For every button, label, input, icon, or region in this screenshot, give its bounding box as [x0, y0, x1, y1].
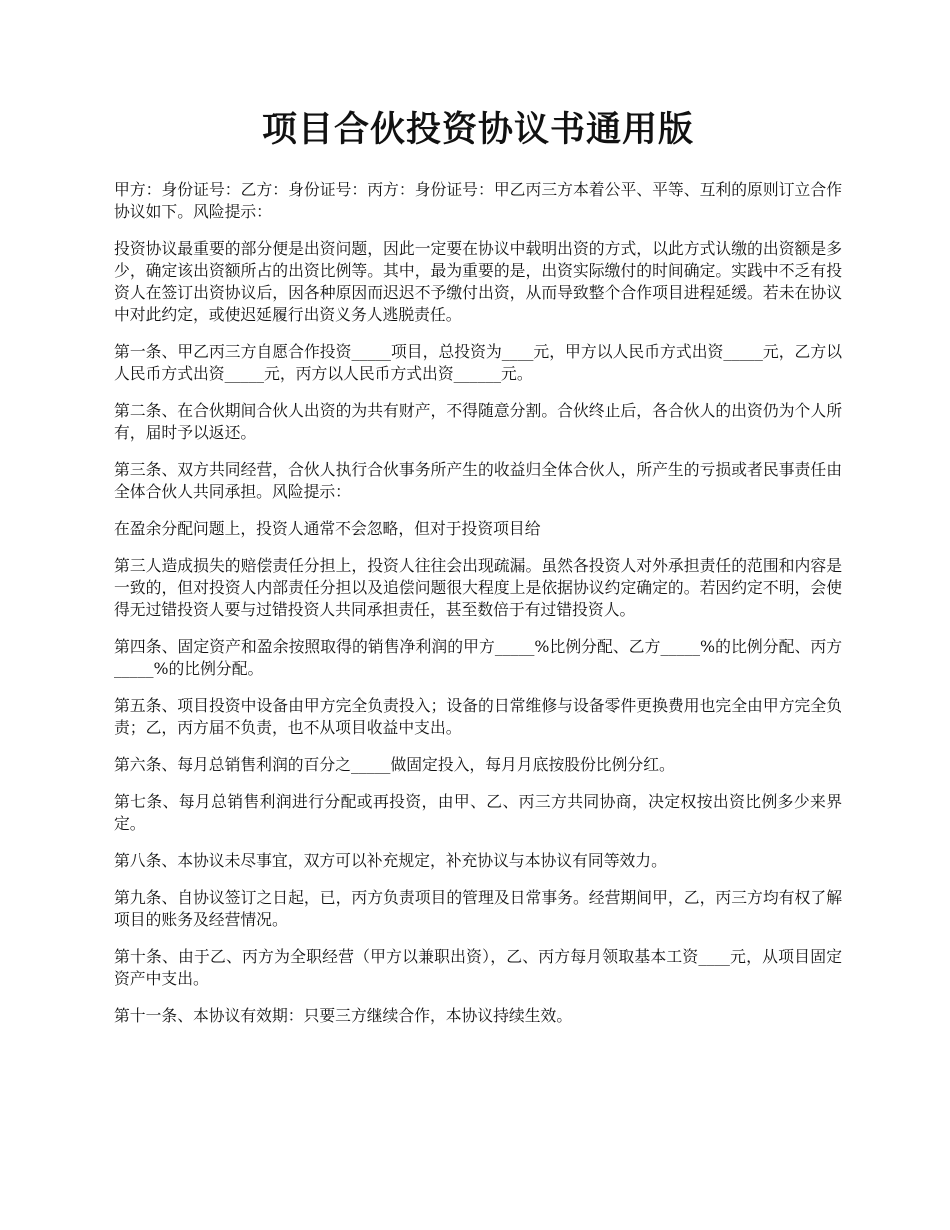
paragraph-article-6: 第六条、每月总销售利润的百分之_____做固定投入，每月月底按股份比例分红。	[114, 755, 675, 774]
paragraph-parties: 甲方：身份证号：乙方：身份证号：丙方：身份证号：甲乙丙三方本着公平、平等、互利的原则订立合作协议如下。风险提示：	[114, 180, 842, 221]
paragraph-article-2: 第二条、在合伙期间合伙人出资的为共有财产，不得随意分割。合伙终止后，各合伙人的出资仍为个人所有，届时予以返还。	[114, 401, 842, 442]
paragraph-article-11: 第十一条、本协议有效期：只要三方继续合作，本协议持续生效。	[114, 1006, 573, 1025]
paragraph-article-4: 第四条、固定资产和盈余按照取得的销售净利润的甲方_____%比例分配、乙方_____%的比例分配、丙方_____%的比例分配。	[114, 637, 842, 678]
paragraph-article-7: 第七条、每月总销售利润进行分配或再投资，由甲、乙、丙三方共同协商，决定权按出资比例多少来界定。	[114, 792, 842, 833]
paragraph-risk-profit: 在盈余分配问题上，投资人通常不会忽略，但对于投资项目给	[114, 519, 541, 538]
paragraph-risk-investment: 投资协议最重要的部分便是出资问题，因此一定要在协议中载明出资的方式，以此方式认缴的出资额是多少，确定该出资额所占的出资比例等。其中，最为重要的是，出资实际缴付的时间确定。实践中不乏有投资人在签订出资协议后，因各种原因而迟迟不予缴付出资，从而导致整个合作项目进程延缓。若未在协议中对此约定，或使迟延履行出资义务人逃脱责任。	[114, 239, 842, 324]
paragraph-article-10: 第十条、由于乙、丙方为全职经营（甲方以兼职出资），乙、丙方每月领取基本工资____元，从项目固定资产中支出。	[114, 947, 842, 988]
paragraph-article-1: 第一条、甲乙丙三方自愿合作投资_____项目，总投资为____元，甲方以人民币方式出资_____元，乙方以人民币方式出资_____元，丙方以人民币方式出资______元。	[114, 342, 842, 383]
paragraph-article-3: 第三条、双方共同经营，合伙人执行合伙事务所产生的收益归全体合伙人，所产生的亏损或者民事责任由全体合伙人共同承担。风险提示：	[114, 460, 842, 501]
paragraph-article-8: 第八条、本协议未尽事宜，双方可以补充规定，补充协议与本协议有同等效力。	[114, 851, 667, 870]
document-title: 项目合伙投资协议书通用版	[261, 109, 694, 150]
paragraph-article-9: 第九条、自协议签订之日起，已，丙方负责项目的管理及日常事务。经营期间甲，乙，丙三方均有权了解项目的账务及经营情况。	[114, 888, 842, 929]
paragraph-risk-liability: 第三人造成损失的赔偿责任分担上，投资人往往会出现疏漏。虽然各投资人对外承担责任的范围和内容是一致的，但对投资人内部责任分担以及追偿问题很大程度上是依据协议约定确定的。若因约定不明，会使得无过错投资人要与过错投资人共同承担责任，甚至数倍于有过错投资人。	[114, 556, 842, 619]
paragraph-article-5: 第五条、项目投资中设备由甲方完全负责投入；设备的日常维修与设备零件更换费用也完全由甲方完全负责；乙，丙方届不负责，也不从项目收益中支出。	[114, 696, 842, 737]
document-page	[114, 108, 842, 1042]
